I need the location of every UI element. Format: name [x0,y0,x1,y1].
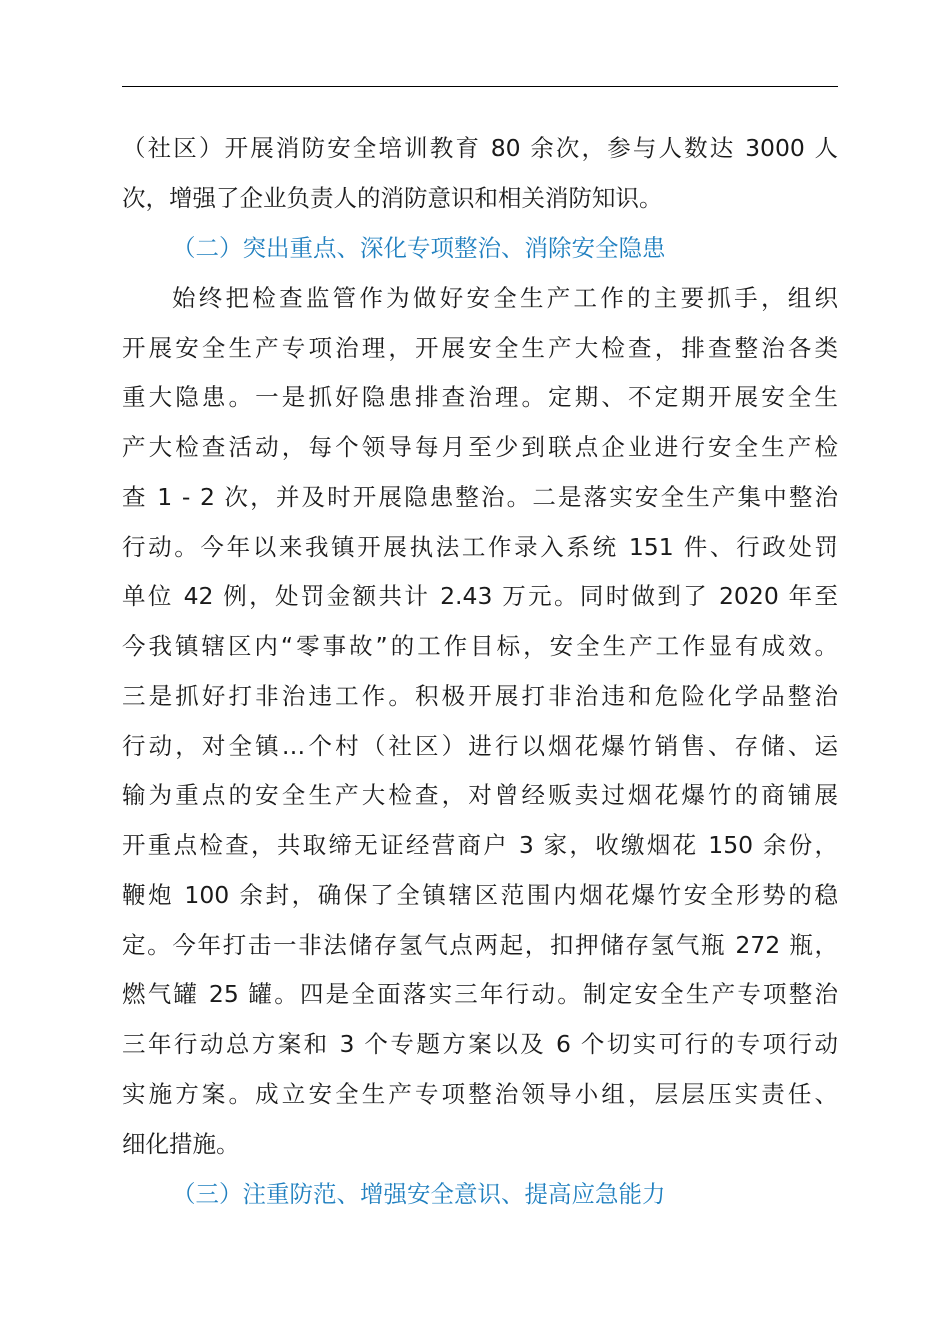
section-heading-2: （二）突出重点、深化专项整治、消除安全隐患 [172,234,666,262]
paragraph-line: 重大隐患。一是抓好隐患排查治理。定期、不定期开展安全生 [122,383,838,411]
paragraph-line: 行动，对全镇…个村（社区）进行以烟花爆竹销售、存储、运 [122,732,838,760]
paragraph-line: 行动。今年以来我镇开展执法工作录入系统 151 件、行政处罚 [122,533,838,561]
paragraph-line: 始终把检查监管作为做好安全生产工作的主要抓手，组织 [172,284,838,312]
paragraph-line: 单位 42 例，处罚金额共计 2.43 万元。同时做到了 2020 年至 [122,582,838,610]
paragraph-line: 开展安全生产专项治理，开展安全生产大检查，排查整治各类 [122,334,838,362]
section-heading-3: （三）注重防范、增强安全意识、提高应急能力 [172,1180,666,1208]
paragraph-line: 定。今年打击一非法储存氢气点两起，扣押储存氢气瓶 272 瓶， [122,931,838,959]
paragraph-line: 次，增强了企业负责人的消防意识和相关消防知识。 [122,184,663,212]
paragraph-line: 今我镇辖区内“零事故”的工作目标，安全生产工作显有成效。 [122,632,838,660]
paragraph-line: 三年行动总方案和 3 个专题方案以及 6 个切实可行的专项行动 [122,1030,838,1058]
paragraph-line: （社区）开展消防安全培训教育 80 余次，参与人数达 3000 人 [122,134,838,162]
paragraph-line: 细化措施。 [122,1130,240,1158]
header-rule [122,86,838,87]
paragraph-line: 产大检查活动，每个领导每月至少到联点企业进行安全生产检 [122,433,838,461]
paragraph-line: 三是抓好打非治违工作。积极开展打非治违和危险化学品整治 [122,682,838,710]
paragraph-line: 输为重点的安全生产大检查，对曾经贩卖过烟花爆竹的商铺展 [122,781,838,809]
paragraph-line: 开重点检查，共取缔无证经营商户 3 家，收缴烟花 150 余份， [122,831,838,859]
paragraph-line: 燃气罐 25 罐。四是全面落实三年行动。制定安全生产专项整治 [122,980,838,1008]
paragraph-line: 实施方案。成立安全生产专项整治领导小组，层层压实责任、 [122,1080,838,1108]
paragraph-line: 鞭炮 100 余封，确保了全镇辖区范围内烟花爆竹安全形势的稳 [122,881,838,909]
paragraph-line: 查 1 - 2 次，并及时开展隐患整治。二是落实安全生产集中整治 [122,483,838,511]
